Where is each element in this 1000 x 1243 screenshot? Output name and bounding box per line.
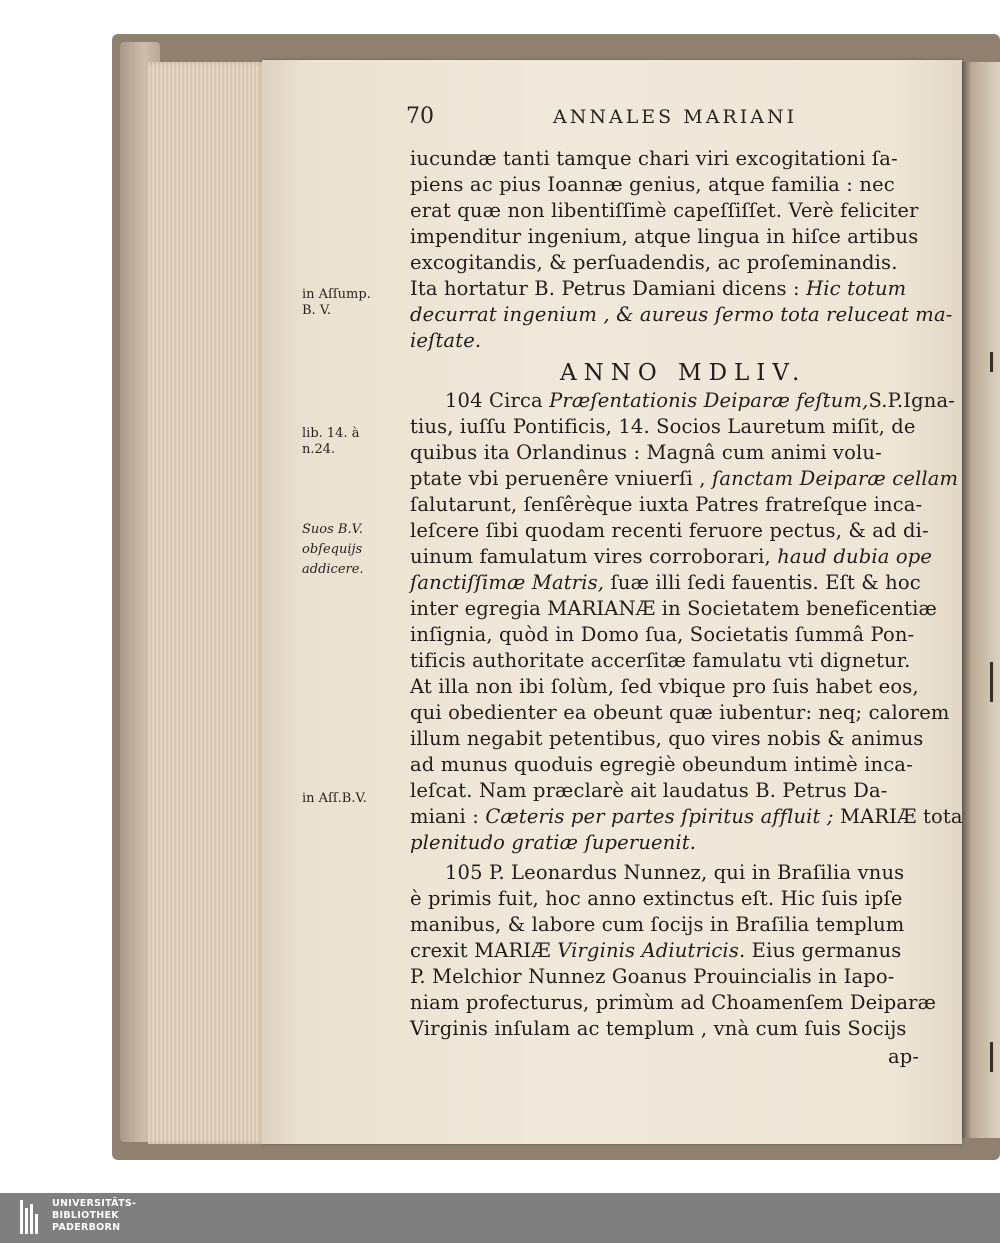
text-line: leſcere ſibi quodam recenti feruore pectus, & ad di- xyxy=(410,519,929,542)
text-line: At illa non ibi ſolùm, ſed vbique pro ſuis habet eos, xyxy=(410,675,919,698)
text-line: illum negabit petentibus, quo vires nobis & animus xyxy=(410,727,924,750)
library-name-line: UNIVERSITÄTS- xyxy=(52,1198,137,1209)
text-line: erat quæ non libentiſſimè capeſſiſſet. Verè feliciter xyxy=(410,199,919,222)
text-line: tificis authoritate accerſitæ famulatu vti dignetur. xyxy=(410,649,911,672)
library-name-line: PADERBORN xyxy=(52,1222,121,1233)
text-line: manibus, & labore cum ſocijs in Braſilia templum xyxy=(410,913,905,936)
italic-quote: Hic totum xyxy=(806,277,907,300)
italic-span: Virginis Adiutricis xyxy=(557,939,739,962)
text-line xyxy=(410,570,921,596)
text-line xyxy=(445,388,955,414)
italic-span: Præſentationis Deiparæ feſtum, xyxy=(549,389,869,412)
margin-note-line: lib. 14. à xyxy=(302,426,360,441)
text-span: miani : xyxy=(410,805,479,828)
footer-bar xyxy=(0,1193,1000,1243)
margin-note xyxy=(302,287,371,319)
text-span: MARIÆ tota xyxy=(839,805,963,828)
library-logo-icon xyxy=(20,1200,40,1234)
page-stack xyxy=(148,62,272,1144)
text-line: 105 P. Leonardus Nunnez, qui in Braſilia vnus xyxy=(445,861,905,884)
text-line: è primis fuit, hoc anno extinctus eſt. Hic ſuis ipſe xyxy=(410,887,903,910)
text-line: inſignia, quòd in Domo ſua, Societatis ſummâ Pon- xyxy=(410,623,915,646)
text-line xyxy=(410,276,906,302)
library-name-line: BIBLIOTHEK xyxy=(52,1210,119,1221)
text-span: . Eius germanus xyxy=(738,939,902,962)
text-span: crexit xyxy=(410,939,468,962)
text-line: quibus ita Orlandinus : Magnâ cum animi volu- xyxy=(410,441,882,464)
text-line: inter egregia MARIANÆ in Societatem beneficentiæ xyxy=(410,597,937,620)
margin-note: in Aſſ.B.V. xyxy=(302,791,367,806)
text-line: ad munus quoduis egregiè obeundum intimè inca- xyxy=(410,753,913,776)
italic-quote: Cæteris per partes ſpiritus affluit ; xyxy=(485,805,834,828)
text-line: leſcat. Nam præclarè ait laudatus B. Petrus Da- xyxy=(410,779,888,802)
margin-note xyxy=(302,520,364,580)
text-span: Ita hortatur B. Petrus Damiani dicens : xyxy=(410,277,800,300)
text-line: iucundæ tanti tamque chari viri excogitationi ſa- xyxy=(410,147,898,170)
margin-note xyxy=(302,426,359,458)
running-title: ANNALES MARIANI xyxy=(553,106,798,128)
italic-span: ſanctiſſimæ Matris, xyxy=(410,571,605,594)
text-line xyxy=(410,938,901,964)
page-number: 70 xyxy=(406,104,434,129)
text-span: ptate vbi peruenêre vniuerſi , xyxy=(410,467,706,490)
margin-note-line: obſequijs xyxy=(302,542,363,557)
text-line: ieſtate. xyxy=(410,329,482,352)
text-line: piens ac pius Ioannæ genius, atque familia : nec xyxy=(410,173,895,196)
margin-note-line: B. V. xyxy=(302,303,332,318)
text-line: Virginis inſulam ac templum , vnà cum ſuis Socijs xyxy=(410,1017,907,1040)
small-caps-span: MARIÆ xyxy=(474,939,551,962)
text-line xyxy=(410,466,958,492)
text-line: decurrat ingenium , & aureus ſermo tota reluceat ma- xyxy=(410,303,953,326)
margin-note-line: n.24. xyxy=(302,442,336,457)
margin-note-line: Suos B.V. xyxy=(302,522,363,537)
margin-note-line: in Aſſump. xyxy=(302,287,371,302)
text-line xyxy=(410,804,963,830)
italic-span: haud dubia ope xyxy=(777,545,933,568)
text-line: ſalutarunt, ſenſêrèque iuxta Patres fratreſque inca- xyxy=(410,493,923,516)
text-span: ſuæ illi ſedi fauentis. Eſt & hoc xyxy=(610,571,921,594)
section-heading: ANNO MDLIV. xyxy=(560,360,807,386)
text-span: uinum famulatum vires corroborari, xyxy=(410,545,771,568)
catchword: ap- xyxy=(888,1045,920,1068)
text-span: 104 Circa xyxy=(445,389,543,412)
text-line: qui obedienter ea obeunt quæ iubentur: neq; calorem xyxy=(410,701,950,724)
text-line: impenditur ingenium, atque lingua in hiſce artibus xyxy=(410,225,919,248)
text-line: tius, iuſſu Pontificis, 14. Socios Lauretum miſit, de xyxy=(410,415,916,438)
facing-page-edge xyxy=(960,62,1000,1138)
margin-note-line: addicere. xyxy=(302,562,364,577)
text-line: excogitandis, & perſuadendis, ac proſeminandis. xyxy=(410,251,898,274)
text-line xyxy=(410,544,932,570)
text-line: P. Melchior Nunnez Goanus Prouincialis in Iapo- xyxy=(410,965,895,988)
text-line: niam profecturus, primùm ad Choamenſem Deiparæ xyxy=(410,991,937,1014)
text-span: S.P.Igna- xyxy=(868,389,955,412)
italic-span: ſanctam Deiparæ cellam xyxy=(712,467,959,490)
text-line: plenitudo gratiæ ſuperuenit. xyxy=(410,831,697,854)
